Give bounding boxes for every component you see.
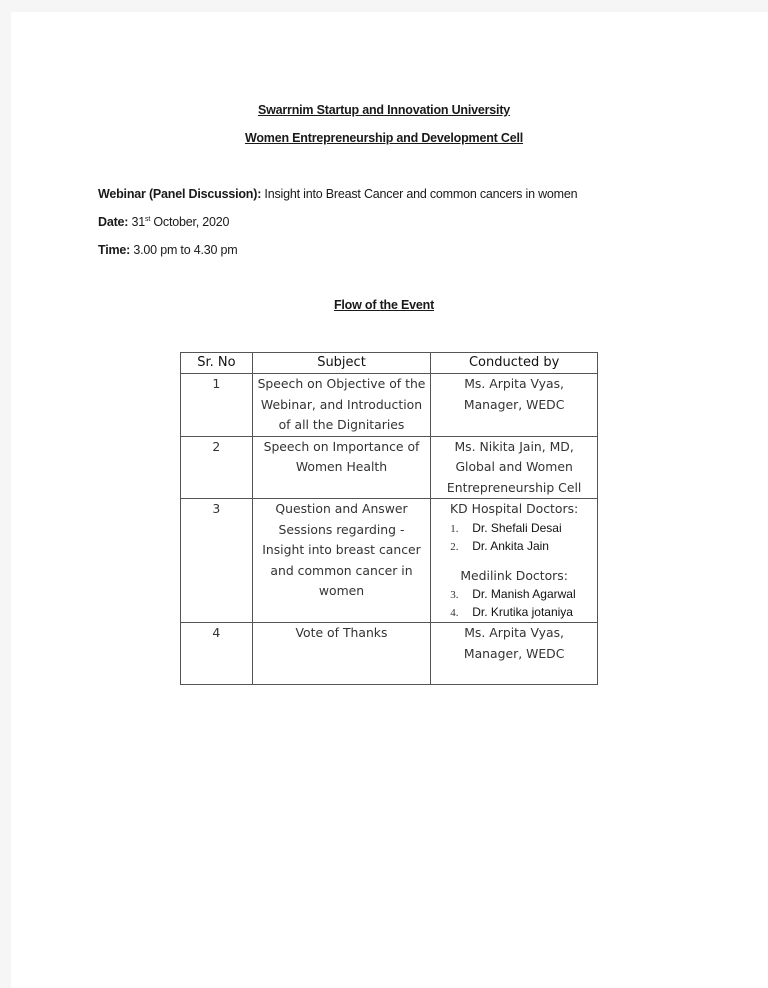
cell-no: 4 bbox=[181, 623, 253, 685]
header-conducted-by: Conducted by bbox=[431, 353, 598, 374]
doctor-name: Dr. Ankita Jain bbox=[472, 538, 549, 553]
date-rest: October, 2020 bbox=[150, 215, 230, 229]
cell-subject: Question and Answer Sessions regarding - Insight into breast cancer and common cancer in women bbox=[252, 499, 431, 623]
list-item bbox=[450, 604, 594, 622]
doctor-list bbox=[434, 520, 594, 556]
cell-conducted bbox=[431, 499, 598, 623]
doctor-name: Dr. Shefali Desai bbox=[472, 520, 562, 535]
list-number: 2. bbox=[450, 540, 459, 553]
list-item bbox=[450, 586, 594, 604]
cell-subject: Vote of Thanks bbox=[252, 623, 431, 685]
doctor-list bbox=[434, 586, 594, 622]
date-day: 31 bbox=[128, 215, 146, 229]
doctor-name: Dr. Manish Agarwal bbox=[472, 587, 576, 601]
cell-no: 1 bbox=[181, 374, 253, 437]
cell-no: 2 bbox=[181, 436, 253, 499]
list-item bbox=[450, 520, 594, 538]
table-row bbox=[181, 499, 598, 623]
time-value: 3.00 pm to 4.30 pm bbox=[130, 243, 238, 257]
table-header-row bbox=[181, 353, 598, 374]
cell-title: Women Entrepreneurship and Development Cell bbox=[244, 131, 524, 145]
header-sr-no: Sr. No bbox=[181, 353, 253, 374]
flow-title: Flow of the Event bbox=[333, 298, 435, 312]
cell-subject: Speech on Importance of Women Health bbox=[252, 436, 431, 499]
doctor-name: Dr. Krutika jotaniya bbox=[472, 605, 573, 619]
webinar-label: Webinar (Panel Discussion): bbox=[98, 187, 262, 201]
time-label: Time: bbox=[98, 243, 131, 257]
cell-conducted: Ms. Nikita Jain, MD, Global and Women Entrepreneurship Cell bbox=[431, 436, 598, 499]
webinar-value: Insight into Breast Cancer and common cancers in women bbox=[261, 187, 578, 201]
table-row bbox=[181, 436, 598, 499]
time-line bbox=[98, 243, 238, 257]
date-label: Date: bbox=[98, 215, 129, 229]
cell-no: 3 bbox=[181, 499, 253, 623]
date-line bbox=[98, 215, 229, 229]
list-number: 1. bbox=[450, 522, 459, 535]
event-flow-table bbox=[180, 352, 598, 685]
table-row bbox=[181, 623, 598, 685]
header-subject: Subject bbox=[252, 353, 431, 374]
cell-conducted: Ms. Arpita Vyas, Manager, WEDC bbox=[431, 623, 598, 685]
university-title: Swarrnim Startup and Innovation University bbox=[257, 103, 511, 117]
group-title: Medilink Doctors: bbox=[460, 567, 568, 583]
cell-conducted: Ms. Arpita Vyas, Manager, WEDC bbox=[431, 374, 598, 437]
list-number: 3. bbox=[450, 589, 459, 601]
table-row bbox=[181, 374, 598, 437]
group-title: KD Hospital Doctors: bbox=[450, 501, 579, 516]
list-item bbox=[450, 538, 594, 556]
list-number: 4. bbox=[450, 607, 459, 619]
cell-subject: Speech on Objective of the Webinar, and Introduction of all the Dignitaries bbox=[252, 374, 431, 437]
date-suffix: st bbox=[145, 215, 151, 223]
webinar-line bbox=[98, 187, 577, 201]
